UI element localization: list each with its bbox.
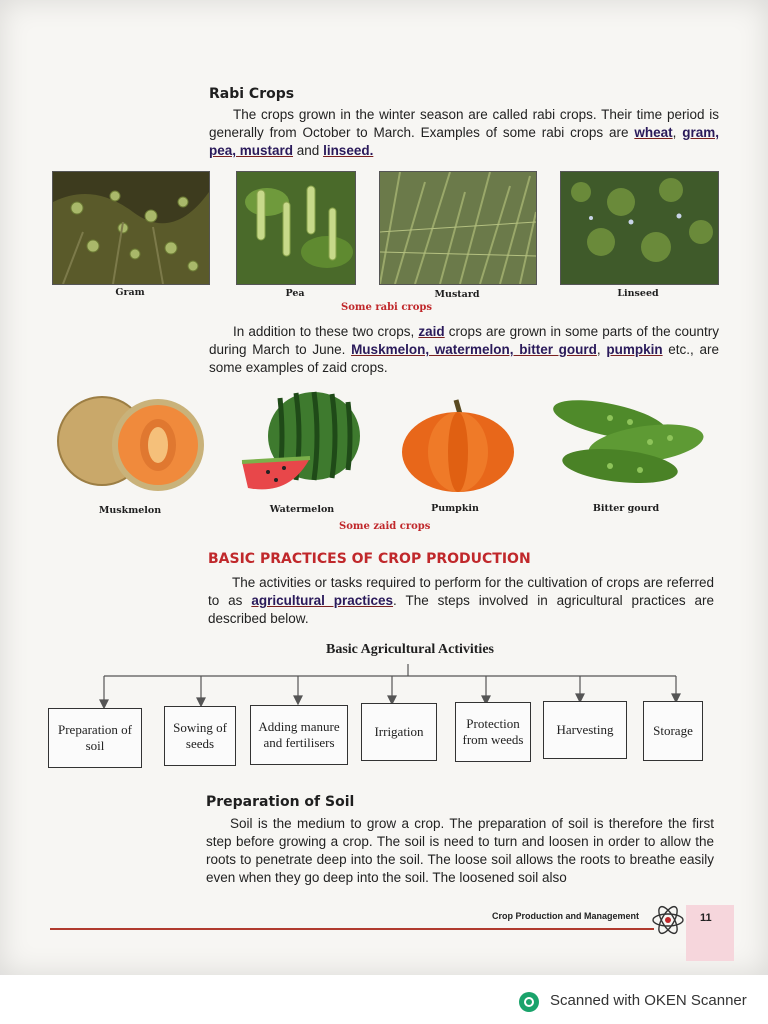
pea-photo	[236, 171, 356, 285]
mustard-photo	[379, 171, 537, 285]
mustard-caption: Mustard	[434, 289, 480, 300]
zaid-text-a: In addition to these two crops,	[233, 324, 419, 339]
footer-rule	[50, 928, 654, 930]
page-number: 11	[700, 912, 712, 924]
diagram-title: Basic Agricultural Activities	[326, 642, 494, 657]
keyword-agricultural-practices: agricultural practices	[251, 593, 394, 608]
scanner-watermark: Scanned with OKEN Scanner	[550, 992, 747, 1009]
zaid-text-b: crops are grown in some parts of the country during March to June.	[209, 324, 719, 357]
preparation-of-soil-heading: Preparation of Soil	[206, 794, 355, 810]
watermelon-image	[240, 388, 364, 498]
pumpkin-caption: Pumpkin	[431, 503, 479, 514]
watermelon-caption: Watermelon	[269, 504, 335, 515]
box-label: Adding manure and fertilisers	[258, 719, 340, 750]
zaid-text-c: etc., are some examples of zaid crops.	[209, 342, 719, 375]
basic-practices-heading: BASIC PRACTICES OF CROP PRODUCTION	[208, 551, 531, 567]
box-label: Preparation of soil	[58, 722, 133, 753]
muskmelon-image	[54, 395, 210, 491]
rabi-and: and	[293, 143, 324, 158]
practices-text-a: The activities or tasks required to perform for the cultivation of crops are referred to as	[208, 575, 714, 608]
box-label: Harvesting	[556, 722, 614, 737]
pumpkin-image	[400, 394, 516, 494]
bitter-gourd-caption: Bitter gourd	[592, 503, 660, 514]
chapter-footer: Crop Production and Management	[492, 911, 640, 921]
box-irrigation	[361, 703, 437, 761]
rabi-paragraph: The crops grown in the winter season are called rabi crops. Their time period is generally from October to March. Examples of some rabi crops are wheat, gram, pea, mustard and linseed.	[209, 107, 719, 158]
pea-caption: Pea	[285, 288, 305, 299]
rabi-figure-caption: Some rabi crops	[341, 302, 432, 313]
keyword-linseed: linseed.	[323, 143, 374, 158]
practices-paragraph	[208, 574, 714, 628]
atom-icon	[650, 902, 686, 938]
box-label: Storage	[653, 723, 693, 738]
bitter-gourd-image	[550, 392, 704, 492]
linseed-photo	[560, 171, 719, 285]
box-storage	[643, 701, 703, 761]
box-preparation-of-soil	[48, 708, 142, 768]
rabi-text: The crops grown in the winter season are called rabi crops. Their time period is generally from October to March. Examples of some rabi crops are	[209, 107, 719, 140]
box-label: Sowing of seeds	[173, 720, 227, 751]
keyword-gram-pea-mustard: gram, pea, mustard	[209, 125, 719, 158]
zaid-comma: ,	[596, 342, 601, 357]
keyword-wheat: wheat	[634, 125, 673, 140]
keyword-zaid-list: Muskmelon, watermelon, bitter gourd	[351, 342, 597, 357]
rabi-crops-heading: Rabi Crops	[209, 86, 295, 102]
linseed-caption: Linseed	[617, 288, 659, 299]
keyword-pumpkin: pumpkin	[606, 342, 663, 357]
box-label: Protection from weeds	[462, 716, 524, 747]
zaid-paragraph	[209, 323, 719, 377]
scanner-logo-icon	[518, 991, 540, 1013]
box-harvesting	[543, 701, 627, 759]
muskmelon-caption: Muskmelon	[98, 505, 162, 516]
box-sowing-of-seeds	[164, 706, 236, 766]
box-adding-manure	[250, 705, 348, 765]
zaid-figure-caption: Some zaid crops	[339, 521, 431, 532]
practices-text-b: . The steps involved in agricultural practices are described below.	[208, 593, 714, 626]
gram-photo	[52, 171, 210, 285]
box-label: Irrigation	[374, 724, 424, 739]
keyword-zaid: zaid	[418, 324, 445, 339]
gram-caption: Gram	[115, 287, 145, 298]
soil-paragraph: Soil is the medium to grow a crop. The preparation of soil is therefore the first step before growing a crop. The soil is need to turn and loosen in order to allow the roots to penetrate deep into the soil. The loose soil allows the roots to breathe easily even when they go deep into the soil. The loosened soil also	[206, 816, 714, 885]
box-protection-from-weeds	[455, 702, 531, 762]
